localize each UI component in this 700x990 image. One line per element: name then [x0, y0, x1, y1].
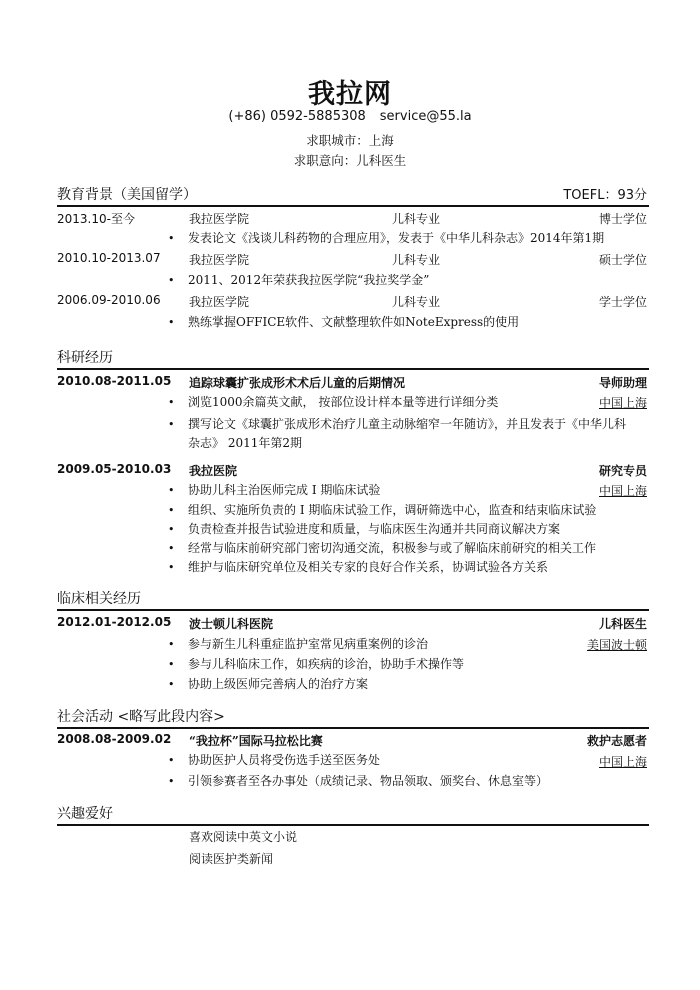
bullet-icon: • — [168, 274, 175, 287]
education-title: 教育背景（美国留学） — [57, 187, 197, 203]
bullet-icon: • — [168, 523, 175, 536]
job-intent: 求职意向：儿科医生 — [293, 153, 407, 168]
section-divider — [57, 824, 649, 826]
social-role: 救护志愿者 — [586, 734, 647, 748]
bullet-text: 经常与临床前研究部门密切沟通交流，积极参与或了解临床前研究的相关工作 — [188, 541, 597, 555]
bullet-text: 协助医护人员将受伤选手送至医务处 — [188, 753, 381, 767]
bullet-icon: • — [168, 754, 175, 767]
bullet-text: 参与儿科临床工作，如疾病的诊治，协助手术操作等 — [188, 657, 465, 671]
hobbies-section-header — [57, 803, 649, 825]
bullet-text: 撰写论文《球囊扩张成形术治疗儿童主动脉缩窄一年随访》，并且发表于《中华儿科 — [188, 417, 627, 431]
toefl-score: TOEFL：93分 — [563, 188, 647, 203]
bullet-icon: • — [168, 504, 175, 517]
social-title: 社会活动 <略写此段内容> — [57, 709, 225, 725]
social-org: “我拉杯”国际马拉松比赛 — [189, 734, 323, 748]
bullet-text: 杂志》 2011年第2期 — [188, 436, 302, 450]
research-title: 科研经历 — [57, 350, 113, 366]
bullet-text: 协助上级医师完善病人的治疗方案 — [188, 677, 369, 691]
bullet-icon: • — [168, 418, 175, 431]
edu-major: 儿科专业 — [392, 212, 441, 226]
bullet-icon: • — [168, 232, 175, 245]
bullet-icon: • — [168, 638, 175, 651]
location-link: 中国上海 — [598, 755, 647, 769]
hobby-item: 阅读医护类新闻 — [189, 852, 274, 866]
bullet-icon: • — [168, 484, 175, 497]
bullet-icon: • — [168, 775, 175, 788]
edu-date: 2006.09-2010.06 — [57, 293, 161, 307]
bullet-icon: • — [168, 542, 175, 555]
edu-date: 2010.10-2013.07 — [57, 251, 161, 265]
target-city: 求职城市：上海 — [306, 133, 394, 148]
edu-degree: 博士学位 — [598, 212, 647, 226]
clinical-title: 临床相关经历 — [57, 591, 141, 607]
edu-school: 我拉医学院 — [189, 253, 250, 267]
social-row — [57, 732, 649, 752]
candidate-name: 我拉网 — [308, 79, 392, 110]
research-section-header — [57, 347, 649, 369]
clinical-section-header — [57, 588, 649, 610]
bullet-text: 负责检查并报告试验进度和质量，与临床医生沟通并共同商议解决方案 — [188, 522, 561, 536]
bullet-icon: • — [168, 396, 175, 409]
hobby-item: 喜欢阅读中英文小说 — [189, 830, 298, 844]
clinical-org: 波士顿儿科医院 — [189, 617, 274, 631]
bullet-text: 组织、实施所负责的 I 期临床试验工作，调研筛选中心，监查和结束临床试验 — [188, 503, 597, 517]
location-link: 中国上海 — [598, 396, 647, 410]
section-divider — [57, 609, 649, 611]
location-link: 中国上海 — [598, 484, 647, 498]
edu-school: 我拉医学院 — [189, 295, 250, 309]
edu-school: 我拉医学院 — [189, 212, 250, 226]
clinical-role: 儿科医生 — [598, 617, 647, 631]
research-project: 追踪球囊扩张成形术术后儿童的后期情况 — [189, 376, 406, 390]
bullet-icon: • — [168, 678, 175, 691]
clinical-date: 2012.01-2012.05 — [57, 615, 172, 629]
research-row — [57, 374, 649, 394]
bullet-icon: • — [168, 561, 175, 574]
social-date: 2008.08-2009.02 — [57, 732, 172, 746]
section-divider — [57, 368, 649, 370]
bullet-text: 协助儿科主治医师完成 I 期临床试验 — [188, 483, 381, 497]
email-address: service@55.la — [379, 109, 472, 124]
phone-number: (+86) 0592-5885308 — [228, 109, 366, 124]
section-divider — [57, 205, 649, 207]
bullet-text: 发表论文《浅谈儿科药物的合理应用》，发表于《中华儿科杂志》2014年第1期 — [188, 231, 605, 245]
research-row — [57, 462, 649, 482]
research-date: 2010.08-2011.05 — [57, 374, 172, 388]
social-section-header — [57, 706, 649, 728]
research-role: 导师助理 — [598, 376, 647, 390]
bullet-text: 2011、2012年荣获我拉医学院“我拉奖学金” — [188, 273, 430, 287]
bullet-icon: • — [168, 658, 175, 671]
bullet-text: 参与新生儿科重症监护室常见病重案例的诊治 — [188, 637, 429, 651]
edu-date: 2013.10-至今 — [57, 212, 135, 226]
research-role: 研究专员 — [598, 464, 647, 478]
bullet-text: 引领参赛者至各办事处（成绩记录、物品领取、颁奖台、休息室等） — [188, 774, 549, 788]
contact-line — [0, 109, 700, 124]
bullet-icon: • — [168, 316, 175, 329]
hobbies-title: 兴趣爱好 — [57, 806, 113, 822]
edu-degree: 学士学位 — [598, 295, 647, 309]
research-project: 我拉医院 — [189, 464, 238, 478]
education-row — [57, 251, 649, 271]
education-row — [57, 210, 649, 230]
edu-degree: 硕士学位 — [598, 253, 647, 267]
clinical-row — [57, 615, 649, 635]
section-divider — [57, 727, 649, 729]
edu-major: 儿科专业 — [392, 295, 441, 309]
education-row — [57, 293, 649, 313]
bullet-text: 维护与临床研究单位及相关专家的良好合作关系，协调试验各方关系 — [188, 560, 549, 574]
edu-major: 儿科专业 — [392, 253, 441, 267]
bullet-text: 熟练掌握OFFICE软件、文献整理软件如NoteExpress的使用 — [188, 315, 520, 329]
bullet-text: 浏览1000余篇英文献， 按部位设计样本量等进行详细分类 — [188, 395, 499, 409]
education-section-header — [57, 184, 649, 206]
research-date: 2009.05-2010.03 — [57, 462, 172, 476]
location-link: 美国波士顿 — [586, 638, 647, 652]
